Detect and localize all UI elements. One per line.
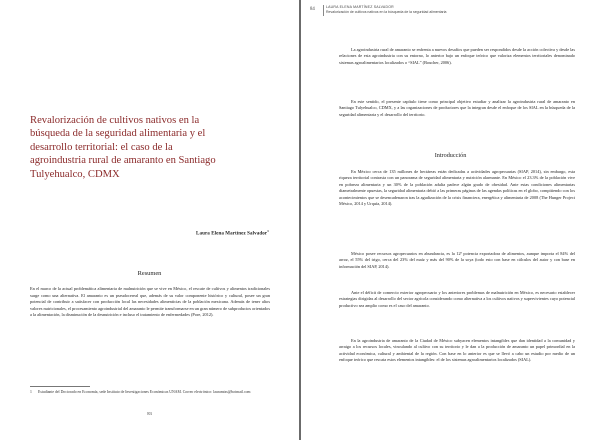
footnote [30,390,270,396]
left-page [0,0,299,440]
right-page [301,0,600,440]
running-header-title: Revalorización de cultivos nativos en la búsqueda de la seguridad alimentaria [326,10,447,14]
body-paragraph-2: En este sentido, el presente capítulo tiene como principal objetivo estudiar y analizar la agroindustria rural de amaranto en Santiago Tulyehualco, CDMX, y a las organizaciones de productores que la integran desde el enfoque de los SIAL en la búsqueda de la seguridad alimentaria y el desarrollo del territorio. [339,99,575,117]
footnote-rule [30,386,90,387]
section-heading-introduccion: Introducción [434,152,467,159]
body-paragraph-4: México posee recursos agropecuarios en abundancia, es la 12ª potencia exportadora de alimentos, aunque importa el 84% del arroz, el 55% del trigo, cerca del 23% del maíz y más del 90% de la soya (todo esto con base en cálculos del autor y con base en información del SIAP, 2014). [339,251,575,269]
header-page-number: 84 [310,7,315,12]
running-header-author: LAURA ELENA MARTÍNEZ SALVADOR [326,5,394,9]
header-divider [323,5,324,16]
body-paragraph-6: En la agroindustria de amaranto de la Ciudad de México subyacen elementos intangibles que dan identidad a la comunidad y arraigo a los recursos locales, vinculando al cultivo con su territorio y le dan a la producción de amaranto un papel primordial en la actividad económica, cultural y ambiental de la región. Con base en lo anterior es que se llevó a cabo un estudio por medio de un enfoque teórico que rescata estos elementos intangibles: el de los sistemas agroalimentarios localizados (SIAL). [339,338,575,363]
footnote-number: 1 [30,390,32,394]
body-paragraph-5: Ante el déficit de comercio exterior agropecuario y los anteriores problemas de malnutrición en México, es necesario establecer estrategias dirigidas al desarrollo del sector agrícola considerando como alternativa a los cultivos nativos y supervivientes cuyo potencial productivo sea amplio como es el caso del amaranto. [339,290,575,308]
footnote-text: Estudiante del Doctorado en Economía, sede Instituto de Investigaciones Económicas UNAM. Correo electrónico: lauramtzs@hotmail.com [38,390,251,394]
running-header [326,5,446,15]
chapter-title: Revalorización de cultivos nativos en la búsqueda de la seguridad alimentaria y el desarrollo territorial: el caso de la agroindustria rural de amaranto en Santiago Tulyehualco, CDMX [30,115,216,180]
author-line [196,229,269,237]
body-paragraph-3: En México cerca de 135 millones de hectáreas están dedicadas a actividades agropecuarias (SIAP, 2014), sin embargo, esta riqueza territorial contrasta con un panorama de seguridad alimentaria y nutrición alarmante. En México el 23.3% de la población vive en pobreza alimentaria y un 30% de la población adulta padece algún grado de obesidad. Ante estas condiciones alimentarias diametralmente opuestas, la seguridad alimentaria debió a las primeras páginas de las agendas políticas en el globo, compitiendo con los acontecimientos que se desencadenaron tras la agudización de la crisis financiera, energética y alimentaria de 2008 (The Hunger Project México, 2014 y Urquía, 2014). [339,169,575,207]
author-name: Laura Elena Martínez Salvador [196,231,268,237]
left-page-number: 83 [147,411,152,416]
author-footnote-ref: 1 [267,229,269,233]
body-paragraph-1: La agroindustria rural de amaranto se enfrenta a nuevos desafíos que pueden ser respondidos desde la acción colectiva y desde las relaciones de esta agroindustria con su entorno, lo anterior bajo un enfoque teórico que valoriza elementos territoriales denominado sistemas agroalimentarios localizados o “SIAL” (Boucher, 2006). [339,47,575,65]
abstract-text: En el marco de la actual problemática alimentaria de malnutrición que se vive en México, el rescate de cultivos y alimentos tradicionales surge como una alternativa. El amaranto es un pseudocereal que, además de su valor componente histórico y cultural, posee un gran potencial de contribuir a satisfacer con producción local las necesidades alimenticias de la población mexicana. Además de tener altos valores nutricionales, el procesamiento agroindustrial del amaranto le permite transformarse en un gran número de subproductos orientados a la alimentación, la disminución de la desnutrición e incluso el tratamiento de enfermedades (Pore, 2012). [30,286,270,317]
abstract-heading: Resumen [137,270,162,277]
